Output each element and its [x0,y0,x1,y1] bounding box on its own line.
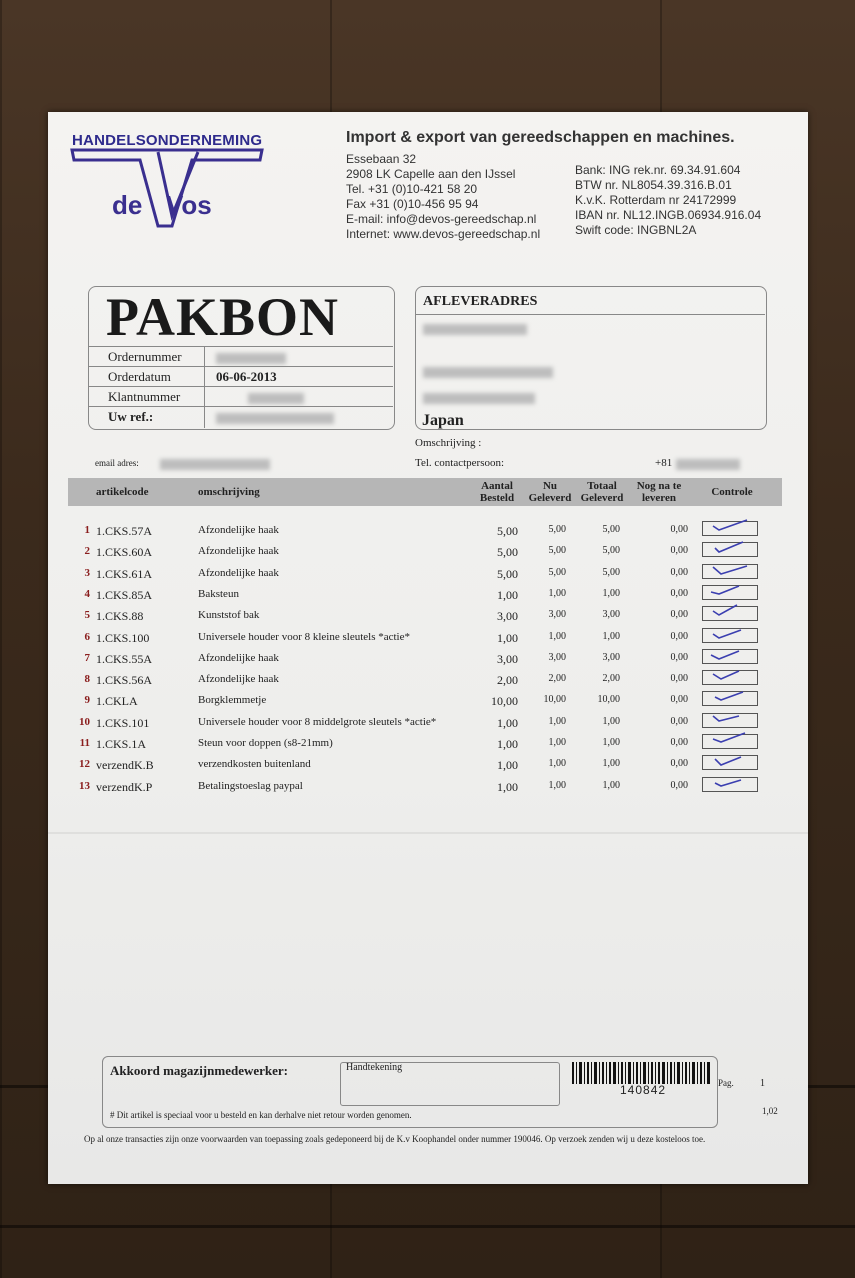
page-label: Pag. [718,1078,734,1088]
controle-checkbox[interactable] [702,585,758,600]
controle-checkbox[interactable] [702,691,758,706]
akkoord-label: Akkoord magazijnmedewerker: [110,1063,288,1078]
artikelcode-cell: 1.CKS.61A [96,566,153,581]
omschrijving-cell: Afzondelijke haak [198,673,279,686]
controle-checkbox[interactable] [702,670,758,685]
nu-geleverd-cell: 1,00 [548,737,566,748]
row-number: 4 [84,587,90,600]
nu-geleverd-cell: 1,00 [548,587,566,599]
controle-checkbox[interactable] [702,564,758,579]
nog-na-te-leveren-cell: 0,00 [670,737,688,748]
omschrijving-cell: Steun voor doppen (s8-21mm) [198,737,333,749]
omschrijving-cell: verzendkosten buitenland [198,758,311,771]
controle-checkbox[interactable] [702,521,758,536]
row-number: 8 [84,673,90,686]
handwritten-check-icon [707,688,753,706]
redacted-address [423,320,553,407]
aantal-besteld-cell: 1,00 [497,715,518,730]
nog-na-te-leveren-cell: 0,00 [670,758,688,770]
handwritten-check-icon [707,646,753,664]
table-row [68,545,782,566]
handwritten-check-icon [707,625,753,643]
row-number: 2 [84,545,90,558]
artikelcode-cell: verzendK.B [96,758,154,773]
website-line: Internet: www.devos-gereedschap.nl [346,227,541,241]
aantal-besteld-cell: 3,00 [497,609,518,624]
nog-na-te-leveren-cell: 0,00 [670,566,688,578]
nog-na-te-leveren-cell: 0,00 [670,779,688,791]
omschrijving-cell: Betalingstoeslag paypal [198,779,303,792]
handwritten-check-icon [707,582,753,600]
nog-na-te-leveren-cell: 0,00 [670,630,688,642]
table-row [68,588,782,609]
omschrijving-cell: Afzondelijke haak [198,566,279,579]
company-bank-info [575,163,761,238]
nog-na-te-leveren-cell: 0,00 [670,694,688,706]
handwritten-check-icon [707,667,753,685]
nu-geleverd-cell: 1,00 [548,758,566,770]
company-name: HANDELSONDERNEMING [72,132,263,149]
version-number: 1,02 [762,1106,778,1116]
table-row [68,631,782,652]
aantal-besteld-cell: 1,00 [497,587,518,602]
nog-na-te-leveren-cell: 0,00 [670,651,688,663]
uwref-row [88,406,393,428]
nu-geleverd-cell: 3,00 [548,651,566,663]
aantal-besteld-cell: 2,00 [497,673,518,688]
artikelcode-cell: 1.CKS.60A [96,545,153,560]
controle-checkbox[interactable] [702,628,758,643]
col-omschrijving: omschrijving [198,486,260,498]
email-label: email adres: [95,458,139,468]
document-title: PAKBON [106,287,339,347]
phone-line: Tel. +31 (0)10-421 58 20 [346,182,478,196]
logo-text-de: de [112,190,143,220]
aantal-besteld-cell: 10,00 [491,694,518,709]
table-row [68,652,782,673]
artikelcode-cell: verzendK.P [96,779,153,794]
omschrijving-cell: Afzondelijke haak [198,524,279,536]
barcode-icon [572,1062,712,1084]
redacted-email [160,459,270,470]
col-controle: Controle [711,486,753,498]
totaal-geleverd-cell: 5,00 [602,524,620,535]
barcode-number: 140842 [620,1083,667,1097]
handwritten-check-icon [707,731,753,749]
totaal-geleverd-cell: 10,00 [597,694,620,706]
totaal-geleverd-cell: 1,00 [602,630,620,642]
totaal-geleverd-cell: 2,00 [602,673,620,685]
totaal-geleverd-cell: 5,00 [602,545,620,557]
orderdatum-value: 06-06-2013 [216,369,277,384]
aantal-besteld-cell: 1,00 [497,779,518,794]
address-line: Essebaan 32 [346,152,417,166]
omschrijving-cell: Borgklemmetje [198,694,267,707]
artikelcode-cell: 1.CKS.100 [96,630,150,645]
nu-geleverd-cell: 1,00 [548,630,566,642]
aantal-besteld-cell: 3,00 [497,651,518,666]
orderdatum-label: Orderdatum [108,369,171,384]
row-number: 3 [84,566,90,579]
table-row [68,567,782,588]
fax-line: Fax +31 (0)10-456 95 94 [346,197,479,211]
row-number: 1 [84,524,90,536]
table-row [68,609,782,630]
contact-phone-label: Tel. contactpersoon: [415,457,505,469]
nu-geleverd-cell: 10,00 [543,694,566,706]
nu-geleverd-cell: 1,00 [548,715,566,727]
floor-plank-line [0,1225,855,1228]
col-totaal-geleverd: Totaal Geleverd [580,480,624,504]
artikelcode-cell: 1.CKS.101 [96,715,150,730]
vat-line: BTW nr. NL8054.39.316.B.01 [575,178,732,192]
ordernummer-row [88,346,393,367]
company-address [346,152,540,242]
nog-na-te-leveren-cell: 0,00 [670,545,688,557]
row-number: 11 [79,737,90,749]
omschrijving-cell: Universele houder voor 8 kleine sleutels *actie* [198,630,410,643]
artikelcode-cell: 1.CKS.1A [96,737,147,751]
row-number: 12 [79,758,90,771]
handwritten-check-icon [707,539,753,557]
nog-na-te-leveren-cell: 0,00 [670,673,688,685]
artikelcode-cell: 1.CKS.56A [96,673,153,688]
nog-na-te-leveren-cell: 0,00 [670,609,688,621]
handwritten-check-icon [707,561,753,579]
aantal-besteld-cell: 5,00 [497,545,518,560]
nu-geleverd-cell: 2,00 [548,673,566,685]
swift-line: Swift code: INGBNL2A [575,223,697,237]
row-number: 10 [79,715,90,728]
nog-na-te-leveren-cell: 0,00 [670,715,688,727]
nog-na-te-leveren-cell: 0,00 [670,524,688,535]
handwritten-check-icon [707,518,753,536]
totaal-geleverd-cell: 1,00 [602,779,620,791]
table-row [68,524,782,545]
col-artikelcode: artikelcode [96,486,149,498]
table-row [68,673,782,694]
klantnummer-label: Klantnummer [108,389,181,404]
bank-line: Bank: ING rek.nr. 69.34.91.604 [575,163,741,177]
controle-checkbox[interactable] [702,777,758,792]
controle-checkbox[interactable] [702,755,758,770]
handwritten-check-icon [707,603,753,621]
controle-checkbox[interactable] [702,713,758,728]
artikelcode-cell: 1.CKS.55A [96,651,153,666]
redacted-value [216,353,286,364]
terms-text: Op al onze transacties zijn onze voorwaarden van toepassing zoals gedeponeerd bij de K.v Koophandel onder nummer 190046. Op verzoek zenden wij u deze kosteloos toe. [84,1134,706,1144]
logo-text-vos: Vos [166,190,212,220]
handwritten-check-icon [707,774,753,792]
totaal-geleverd-cell: 1,00 [602,715,620,727]
omschrijving-cell: Universele houder voor 8 middelgrote sleutels *actie* [198,715,437,728]
handwritten-check-icon [707,752,753,770]
table-row [68,780,782,801]
klantnummer-row [88,386,393,407]
omschrijving-cell: Afzondelijke haak [198,545,279,558]
nu-geleverd-cell: 3,00 [548,609,566,621]
artikelcode-cell: 1.CKS.85A [96,587,153,602]
handwritten-check-icon [707,710,753,728]
totaal-geleverd-cell: 3,00 [602,609,620,621]
omschrijving-cell: Afzondelijke haak [198,651,279,664]
row-number: 6 [84,630,90,643]
totaal-geleverd-cell: 1,00 [602,587,620,599]
email-line: E-mail: info@devos-gereedschap.nl [346,212,537,226]
nu-geleverd-cell: 1,00 [548,779,566,791]
table-row [68,716,782,737]
controle-checkbox[interactable] [702,734,758,749]
aantal-besteld-cell: 5,00 [497,524,518,538]
paper-fold [48,832,808,834]
nu-geleverd-cell: 5,00 [548,545,566,557]
iban-line: IBAN nr. NL12.INGB.06934.916.04 [575,208,762,222]
table-row [68,737,782,758]
uwref-label: Uw ref.: [108,409,154,424]
aantal-besteld-cell: 5,00 [497,566,518,581]
delivery-country: Japan [422,412,464,429]
totaal-geleverd-cell: 3,00 [602,651,620,663]
packing-slip-paper [48,112,808,1184]
special-order-note: # Dit artikel is speciaal voor u besteld en kan derhalve niet retour worden genomen. [110,1110,412,1120]
controle-checkbox[interactable] [702,649,758,664]
artikelcode-cell: 1.CKS.57A [96,524,153,538]
nu-geleverd-cell: 5,00 [548,524,566,535]
row-number: 5 [84,609,90,622]
aantal-besteld-cell: 1,00 [497,737,518,751]
nog-na-te-leveren-cell: 0,00 [670,587,688,599]
totaal-geleverd-cell: 5,00 [602,566,620,578]
orderdatum-row [88,366,393,387]
row-number: 7 [84,651,90,664]
page-number: 1 [760,1078,765,1089]
contact-phone-prefix: +81 [655,457,673,469]
ordernummer-label: Ordernummer [108,349,182,364]
row-number: 9 [84,694,90,707]
omschrijving-cell: Baksteun [198,587,239,600]
address-line: 2908 LK Capelle aan den IJssel [346,167,516,181]
divider [415,314,765,315]
totaal-geleverd-cell: 1,00 [602,758,620,770]
col-nu-geleverd: Nu Geleverd [528,480,572,504]
omschrijving-label: Omschrijving : [415,437,482,449]
col-aantal-besteld: Aantal Besteld [479,480,515,504]
aantal-besteld-cell: 1,00 [497,630,518,645]
aantal-besteld-cell: 1,00 [497,758,518,773]
artikelcode-cell: 1.CKLA [96,694,138,709]
handtekening-label: Handtekening [346,1062,403,1073]
redacted-value [216,413,334,424]
redacted-phone [676,459,740,470]
company-tagline: Import & export van gereedschappen en machines. [346,129,735,146]
controle-checkbox[interactable] [702,542,758,557]
nu-geleverd-cell: 5,00 [548,566,566,578]
redacted-value [248,393,304,404]
table-header [68,478,782,506]
omschrijving-cell: Kunststof bak [198,609,260,622]
delivery-address-title: AFLEVERADRES [423,294,538,309]
totaal-geleverd-cell: 1,00 [602,737,620,748]
row-number: 13 [79,779,90,792]
artikelcode-cell: 1.CKS.88 [96,609,144,624]
table-row [68,694,782,715]
controle-checkbox[interactable] [702,606,758,621]
kvk-line: K.v.K. Rotterdam nr 24172999 [575,193,737,207]
table-row [68,758,782,779]
col-nog-na-te-leveren: Nog na te leveren [636,480,682,504]
